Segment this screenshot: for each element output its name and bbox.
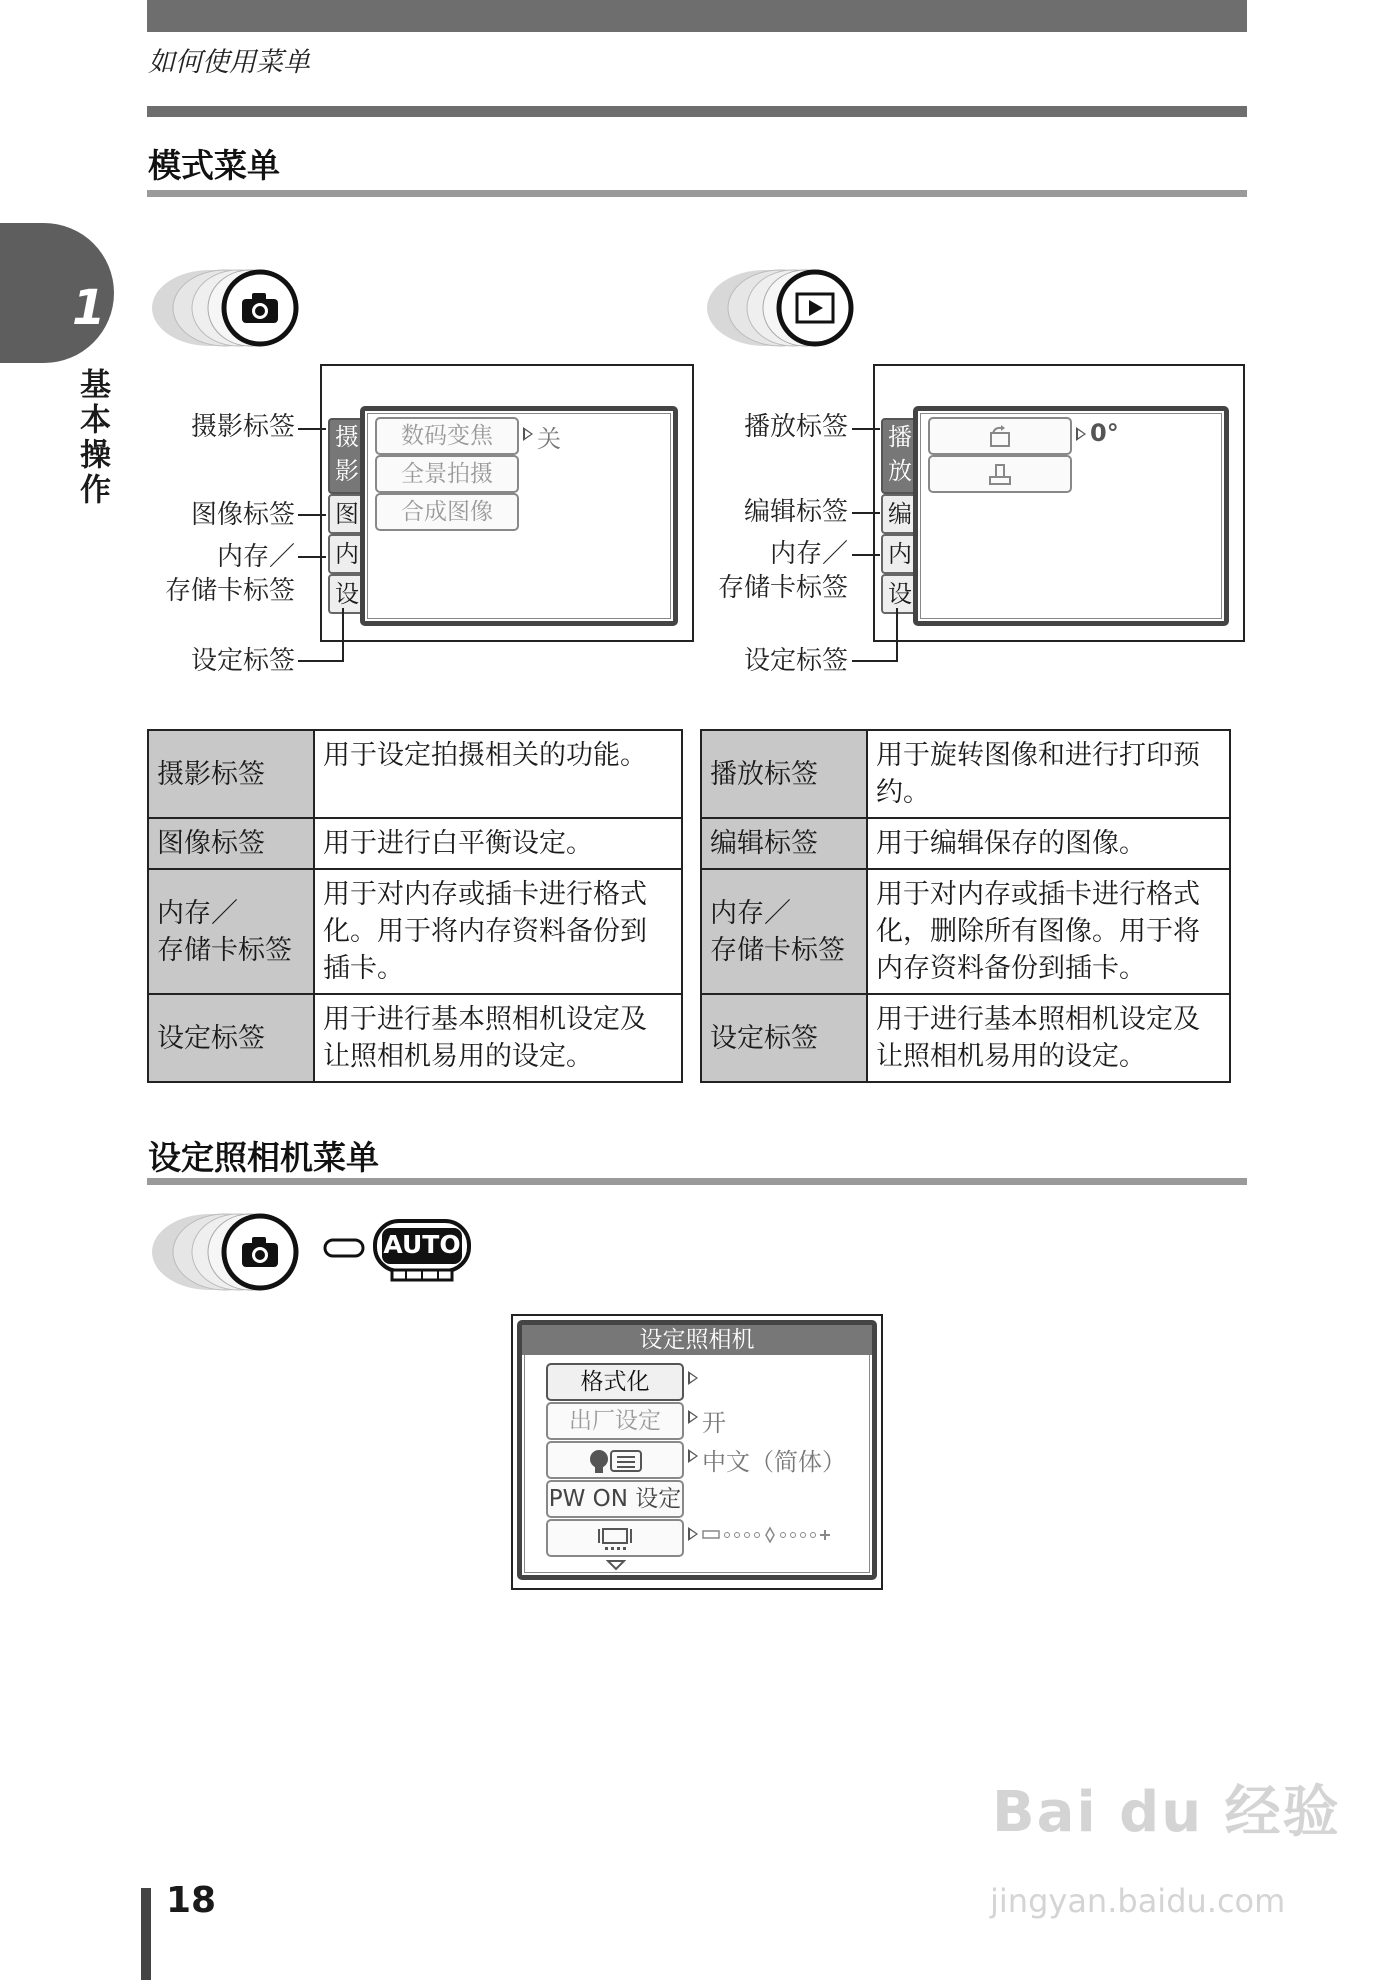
table-cell-desc: 用于进行基本照相机设定及让照相机易用的设定。 — [314, 994, 682, 1082]
brightness-item — [546, 1519, 684, 1557]
table-cell-label: 摄影标签 — [148, 730, 314, 818]
chapter-label: 基本操作 — [74, 368, 110, 508]
auto-label: AUTO — [383, 1230, 461, 1259]
image-tab: 图 — [328, 494, 366, 534]
watermark-url: jingyan.baidu.com — [990, 1882, 1286, 1920]
play-tab-table — [700, 729, 1231, 1083]
value-arrow-icon — [1076, 427, 1086, 441]
play-mode-dial-icon — [705, 268, 870, 348]
shoot-tab: 摄 影 — [328, 418, 366, 494]
play-menu-lcd — [913, 406, 1229, 626]
setup-lcd — [517, 1320, 877, 1580]
section-rule — [147, 190, 1247, 197]
table-cell-desc: 用于旋转图像和进行打印预约。 — [867, 730, 1230, 818]
chapter-number: 1 — [72, 280, 106, 336]
table-row — [148, 994, 682, 1082]
edit-tab: 编 — [881, 494, 919, 534]
value-arrow-icon — [688, 1371, 698, 1385]
table-row — [148, 869, 682, 994]
rotate-icon — [987, 425, 1013, 449]
header-bar — [147, 0, 1247, 32]
value-arrow-icon — [688, 1527, 698, 1541]
table-cell-label: 内存／ 存储卡标签 — [701, 869, 867, 994]
memory-tab: 内 — [328, 534, 366, 574]
monitor-brightness-icon — [595, 1525, 635, 1553]
brightness-slider — [702, 1525, 832, 1545]
table-cell-desc: 用于进行基本照相机设定及让照相机易用的设定。 — [867, 994, 1230, 1082]
shoot-mode-dial-icon — [150, 268, 315, 348]
language-icon — [585, 1447, 645, 1475]
section-title-setup: 设定照相机菜单 — [148, 1138, 379, 1177]
value-arrow-icon — [523, 427, 533, 441]
table-cell-desc: 用于编辑保存的图像。 — [867, 818, 1230, 869]
table-cell-label: 播放标签 — [701, 730, 867, 818]
page-bar — [141, 1888, 151, 1980]
section-rule — [147, 1178, 1247, 1185]
setup-camera-screen — [511, 1314, 883, 1590]
dash-separator-icon — [322, 1236, 368, 1262]
scroll-down-icon — [606, 1559, 626, 1571]
play-tab: 播 放 — [881, 418, 919, 494]
table-cell-desc: 用于设定拍摄相关的功能。 — [314, 730, 682, 818]
print-icon — [987, 463, 1013, 487]
language-item — [546, 1441, 684, 1479]
callout-memory-tab: 内存／ 存储卡标签 — [164, 542, 295, 606]
table-cell-label: 内存／ 存储卡标签 — [148, 869, 314, 994]
value-arrow-icon — [688, 1410, 698, 1424]
table-row — [701, 730, 1230, 818]
setup-tab: 设 — [328, 574, 366, 614]
table-row — [701, 818, 1230, 869]
shoot-menu-lcd — [360, 406, 678, 626]
table-row — [148, 818, 682, 869]
header-title: 如何使用菜单 — [148, 47, 310, 78]
watermark-logo: Bai du 经验 — [992, 1780, 1341, 1845]
header-rule — [147, 106, 1247, 117]
table-cell-label: 设定标签 — [701, 994, 867, 1082]
panorama-item: 全景拍摄 — [375, 455, 519, 493]
digital-zoom-value: 关 — [537, 425, 561, 453]
print-order-item — [928, 455, 1072, 493]
page-number: 18 — [166, 1880, 217, 1921]
pw-on-item: PW ON 设定 — [546, 1480, 684, 1518]
composite-item: 合成图像 — [375, 493, 519, 531]
table-row — [701, 869, 1230, 994]
shoot-menu-screen — [320, 364, 694, 642]
reset-value: 开 — [702, 1409, 726, 1437]
table-row — [148, 730, 682, 818]
callout-shoot-tab: 摄影标签 — [190, 412, 295, 442]
play-menu-screen — [873, 364, 1245, 642]
setup-tab: 设 — [881, 574, 919, 614]
callout-setup-tab: 设定标签 — [190, 646, 295, 676]
auto-mode-icon — [372, 1218, 472, 1284]
table-cell-desc: 用于对内存或插卡进行格式化，删除所有图像。用于将内存资料备份到插卡。 — [867, 869, 1230, 994]
section-title-mode: 模式菜单 — [148, 146, 280, 185]
shoot-mode-dial-icon — [150, 1212, 315, 1292]
table-row — [701, 994, 1230, 1082]
table-cell-label: 编辑标签 — [701, 818, 867, 869]
callout-setup-tab: 设定标签 — [743, 646, 848, 676]
format-item: 格式化 — [546, 1363, 684, 1401]
callout-image-tab: 图像标签 — [190, 500, 295, 530]
table-cell-label: 设定标签 — [148, 994, 314, 1082]
value-arrow-icon — [688, 1449, 698, 1463]
callout-play-tab: 播放标签 — [743, 412, 848, 442]
memory-tab: 内 — [881, 534, 919, 574]
table-cell-desc: 用于对内存或插卡进行格式化。用于将内存资料备份到插卡。 — [314, 869, 682, 994]
rotate-item — [928, 417, 1072, 455]
reset-item: 出厂设定 — [546, 1402, 684, 1440]
callout-edit-tab: 编辑标签 — [743, 497, 848, 527]
digital-zoom-item: 数码变焦 — [375, 417, 519, 455]
shoot-tab-table — [147, 729, 683, 1083]
callout-memory-tab: 内存／ 存储卡标签 — [717, 539, 848, 603]
rotate-value: 0° — [1090, 419, 1119, 447]
language-value: 中文（简体） — [702, 1448, 846, 1476]
screen-title: 设定照相机 — [522, 1325, 872, 1355]
table-cell-desc: 用于进行白平衡设定。 — [314, 818, 682, 869]
table-cell-label: 图像标签 — [148, 818, 314, 869]
